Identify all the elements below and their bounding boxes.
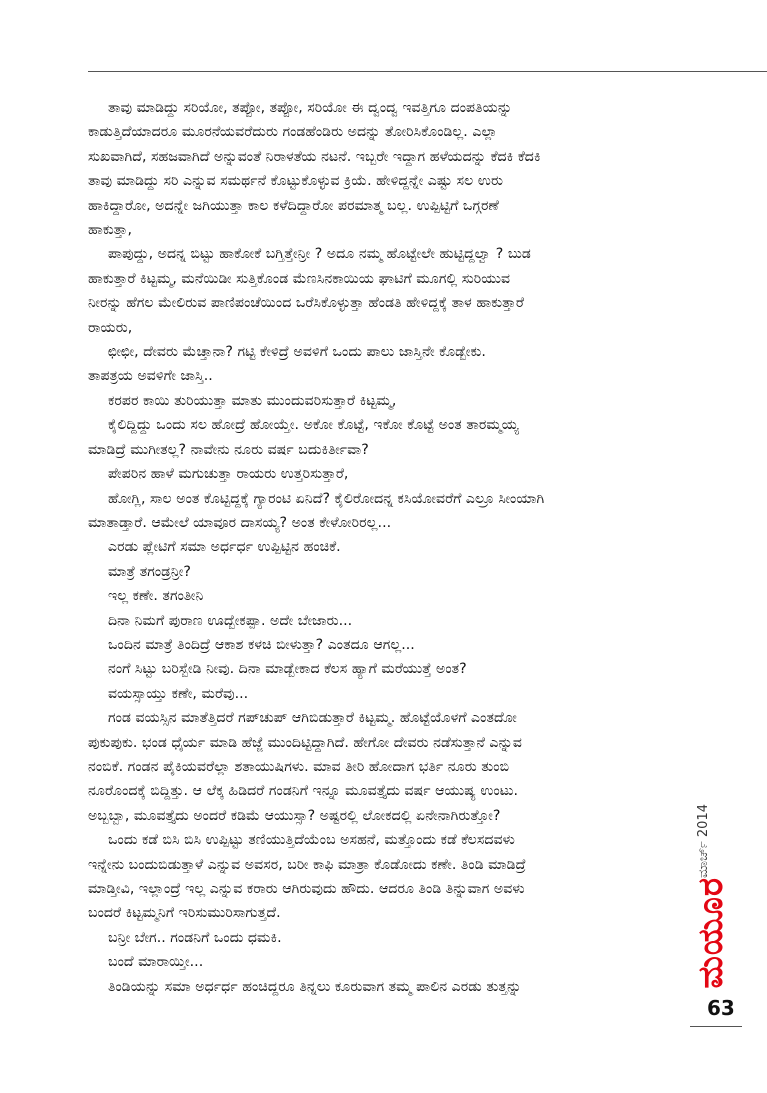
body-line: ಎರಡು ಪ್ಲೇಟಿಗೆ ಸಮಾ ಅರ್ಧರ್ಧ ಉಪ್ಪಿಟ್ಟಿನ ಹಂಚಿಕೆ. — [108, 539, 341, 556]
body-line: ತಾವು ಮಾಡಿದ್ದು ಸರಿ ಎನ್ನುವ ಸಮರ್ಥನೆ ಕೊಟ್ಟುಕೊಳ್ಳುವ ಕ್ರಿಯೆ. ಹೇಳಿದ್ದನ್ನೇ ಎಷ್ಟು ಸಲ ಉರು — [88, 173, 503, 190]
body-line: ಗಂಡ ವಯಸ್ಸಿನ ಮಾತೆತ್ತಿದರೆ ಗಪ್‌ಚುಪ್ ಆಗಿಬಿಡುತ್ತಾರೆ ಕಿಟ್ಟಮ್ಮ. ಹೊಟ್ಟೆಯೊಳಗೆ ಎಂತದೋ — [108, 710, 517, 727]
body-line: ಮಾಡ್ತೀವಿ, ಇಲ್ಲಾಂದ್ರೆ ಇಲ್ಲ ಎನ್ನುವ ಕರಾರು ಆಗಿರುವುದು ಹೌದು. ಆದರೂ ತಿಂಡಿ ತಿನ್ನುವಾಗ ಅವಳು — [88, 881, 525, 897]
body-line: ಒಂದು ಕಡೆ ಬಿಸಿ ಬಿಸಿ ಉಪ್ಪಿಟ್ಟು ತಣಿಯುತ್ತಿದೆಯೆಂಬ ಅಸಹನೆ, ಮತ್ತೊಂದು ಕಡೆ ಕೆಲಸದವಳು — [108, 832, 515, 849]
magazine-logo: ಮಯೂರ — [691, 876, 731, 988]
body-line: ಸುಖವಾಗಿದೆ, ಸಹಜವಾಗಿದೆ ಅನ್ನುವಂತೆ ನಿರಾಳತೆಯ ನಟನೆ. ಇಬ್ಬರೇ ಇದ್ದಾಗ ಹಳೆಯದನ್ನು ಕೆದಕಿ ಕೆದಕಿ — [88, 148, 541, 165]
top-rule — [88, 71, 767, 72]
body-line: ಪೇಪರಿನ ಹಾಳೆ ಮಗುಚುತ್ತಾ ರಾಯರು ಉತ್ತರಿಸುತ್ತಾರೆ, — [108, 466, 349, 483]
body-line: ಅಬ್ಬಬ್ಬಾ, ಮೂವತ್ತೈದು ಅಂದರೆ ಕಡಿಮೆ ಆಯುಸ್ಸಾ? ಅಷ್ಟರಲ್ಲಿ ಲೋಕದಲ್ಲಿ ಏನೇನಾಗಿರುತ್ತೋ? — [88, 807, 501, 824]
body-line: ಹಾಕುತ್ತಾ, — [88, 222, 132, 239]
body-line: ಬಂದೆ ಮಾರಾಯ್ತೀ... — [108, 954, 204, 971]
body-line: ಮಾತಾಡ್ತಾರೆ. ಆಮೇಲೆ ಯಾವೂರ ದಾಸಯ್ಯ? ಅಂತ ಕೇಳೋರಿರಲ್ಲ... — [88, 514, 392, 531]
body-line: ಬಂದರೆ ಕಿಟ್ಟಮ್ಮನಿಗೆ ಇರಿಸುಮುರಿಸಾಗುತ್ತದೆ. — [88, 905, 281, 922]
body-line: ಹಾಕಿದ್ದಾರೋ, ಅದನ್ನೇ ಜಗಿಯುತ್ತಾ ಕಾಲ ಕಳೆದಿದ್ದಾರೋ ಪರಮಾತ್ಮ ಬಲ್ಲ. ಉಪ್ಪಿಟ್ಟಿಗೆ ಒಗ್ಗರಣೆ — [88, 197, 499, 214]
issue-date: ಮಾರ್ಚ್ 2014 — [696, 804, 711, 878]
body-line: ನೀರನ್ನು ಹೆಗಲ ಮೇಲಿರುವ ಪಾಣಿಪಂಚೆಯಿಂದ ಒರೆಸಿಕೊಳ್ಳುತ್ತಾ ಹೆಂಡತಿ ಹೇಳಿದ್ದಕ್ಕೆ ತಾಳ ಹಾಕುತ್ತಾರೆ — [88, 295, 524, 312]
body-line: ನಂಬಿಕೆ. ಗಂಡನ ಪೈಕಿಯವರೆಲ್ಲಾ ಶತಾಯುಷಿಗಳು. ಮಾವ ತೀರಿ ಹೋದಾಗ ಭರ್ತಿ ನೂರು ತುಂಬಿ — [88, 758, 510, 775]
body-line: ವಯಸ್ಸಾಯ್ತು ಕಣೇ, ಮರೆವು... — [108, 685, 249, 702]
body-line: ಕರಪರ ಕಾಯಿ ತುರಿಯುತ್ತಾ ಮಾತು ಮುಂದುವರಿಸುತ್ತಾರೆ ಕಿಟ್ಟಮ್ಮ, — [108, 392, 397, 409]
body-line: ಪುಕುಪುಕು. ಭಂಡ ಧೈರ್ಯ ಮಾಡಿ ಹೆಜ್ಜೆ ಮುಂದಿಟ್ಟಿದ್ದಾಗಿದೆ. ಹೇಗೋ ದೇವರು ನಡೆಸುತ್ತಾನೆ ಎನ್ನುವ — [88, 734, 522, 751]
body-line: ಹಾಕುತ್ತಾರೆ ಕಿಟ್ಟಮ್ಮ, ಮನೆಯಿಡೀ ಸುತ್ತಿಕೊಂಡ ಮೆಣಸಿನಕಾಯಿಯ ಘಾಟಿಗೆ ಮೂಗಲ್ಲಿ ಸುರಿಯುವ — [88, 270, 511, 287]
body-line: ಛೀಛೀ, ದೇವರು ಮೆಚ್ತಾನಾ? ಗಟ್ಟಿ ಕೇಳಿದ್ರೆ ಅವಳಿಗೆ ಒಂದು ಪಾಲು ಜಾಸ್ತಿನೇ ಕೊಡ್ಬೇಕು. — [108, 344, 486, 361]
page-number-rule — [690, 1026, 742, 1027]
page-number: 63 — [707, 996, 735, 1020]
article-body — [88, 96, 692, 999]
body-line: ಬನ್ರೀ ಬೇಗ.. ಗಂಡನಿಗೆ ಒಂದು ಧಮಕಿ. — [108, 929, 282, 946]
body-line: ಇನ್ನೇನು ಬಂದುಬಿಡುತ್ತಾಳೆ ಎನ್ನುವ ಅವಸರ, ಬರೀ ಕಾಫಿ ಮಾತ್ರಾ ಕೊಡೋದು ಕಣೇ. ತಿಂಡಿ ಮಾಡಿದ್ರೆ — [88, 856, 526, 873]
body-line: ತಾಪತ್ರಯ ಅವಳಿಗೇ ಜಾಸ್ತಿ.. — [88, 368, 213, 385]
body-line: ಪಾಪುದ್ದು, ಅದನ್ನ ಬಿಟ್ಟು ಹಾಕೋಕೆ ಬಗ್ತಿತ್ತೇನ್ರೀ ? ಅದೂ ನಮ್ಮ ಹೊಟ್ಟೇಲೇ ಹುಟ್ಟಿದ್ದಲ್ವಾ ? ಬುಡ — [108, 246, 531, 263]
body-line: ಕೈಲಿದ್ದಿದ್ದು ಒಂದು ಸಲ ಹೋದ್ರೆ ಹೋಯ್ತೇ. ಅಕೋ ಕೊಟ್ಟೆ, ಇಕೋ ಕೊಟ್ಟೆ ಅಂತ ತಾರಮ್ಮಯ್ಯ — [108, 417, 519, 434]
body-line: ನೂರೊಂದಕ್ಕೆ ಬಿದ್ದಿತ್ತು. ಆ ಲೆಕ್ಕ ಹಿಡಿದರೆ ಗಂಡನಿಗೆ ಇನ್ನೂ ಮೂವತ್ತೈದು ವರ್ಷ ಆಯುಷ್ಯ ಉಂಟು. — [88, 783, 519, 800]
body-line: ತಿಂಡಿಯನ್ನು ಸಮಾ ಅರ್ಧರ್ಧ ಹಂಚಿದ್ದರೂ ತಿನ್ನಲು ಕೂರುವಾಗ ತಮ್ಮ ಪಾಲಿನ ಎರಡು ತುತ್ತನ್ನು — [108, 978, 522, 995]
body-line: ಇಲ್ಲ ಕಣೇ. ತಗಂತೀನಿ — [108, 588, 204, 605]
body-line: ಮಾಡಿದ್ರೆ ಮುಗೀತಲ್ಲ? ನಾವೇನು ನೂರು ವರ್ಷ ಬದುಕಿರ್ತೀವಾ? — [88, 441, 369, 458]
body-line: ನಂಗೆ ಸಿಟ್ಟು ಬರಿಸ್ಬೇಡಿ ನೀವು. ದಿನಾ ಮಾಡ್ಬೇಕಾದ ಕೆಲಸ ಹ್ಯಾಗೆ ಮರೆಯುತ್ತೆ ಅಂತ? — [108, 661, 467, 678]
body-line: ತಾವು ಮಾಡಿದ್ದು ಸರಿಯೋ, ತಪ್ಪೋ, ತಪ್ಪೋ, ಸರಿಯೋ ಈ ದ್ವಂದ್ವ ಇವತ್ತಿಗೂ ದಂಪತಿಯನ್ನು — [108, 100, 513, 116]
body-line: ರಾಯರು, — [88, 319, 133, 336]
magazine-side-strip — [690, 768, 736, 988]
body-line: ಹೋಗ್ಲಿ, ಸಾಲ ಅಂತ ಕೊಟ್ಟಿದ್ದಕ್ಕೆ ಗ್ಯಾರಂಟಿ ಏನಿದೆ? ಕೈಲಿರೋದನ್ನ ಕಸಿಯೋವರೆಗೆ ಎಲ್ರೂ ಸೀಂಯಾಗಿ — [108, 490, 545, 507]
body-line: ಕಾಡುತ್ತಿದೆಯಾದರೂ ಮೂರನೆಯವರೆದುರು ಗಂಡಹೆಂಡಿರು ಅದನ್ನು ತೋರಿಸಿಕೊಂಡಿಲ್ಲ. ಎಲ್ಲಾ — [88, 124, 498, 141]
body-line: ಮಾತ್ರೆ ತಗಂಡ್ರನ್ರೀ? — [108, 563, 191, 580]
body-line: ಒಂದಿನ ಮಾತ್ರೆ ತಿಂದಿದ್ರೆ ಆಕಾಶ ಕಳಚಿ ಬೀಳುತ್ತಾ? ಎಂತದೂ ಆಗಲ್ಲ... — [108, 636, 415, 653]
body-line: ದಿನಾ ನಿಮಗೆ ಪುರಾಣ ಊದ್ಬೇಕಪ್ಪಾ. ಅದೇ ಬೇಜಾರು... — [108, 612, 353, 629]
